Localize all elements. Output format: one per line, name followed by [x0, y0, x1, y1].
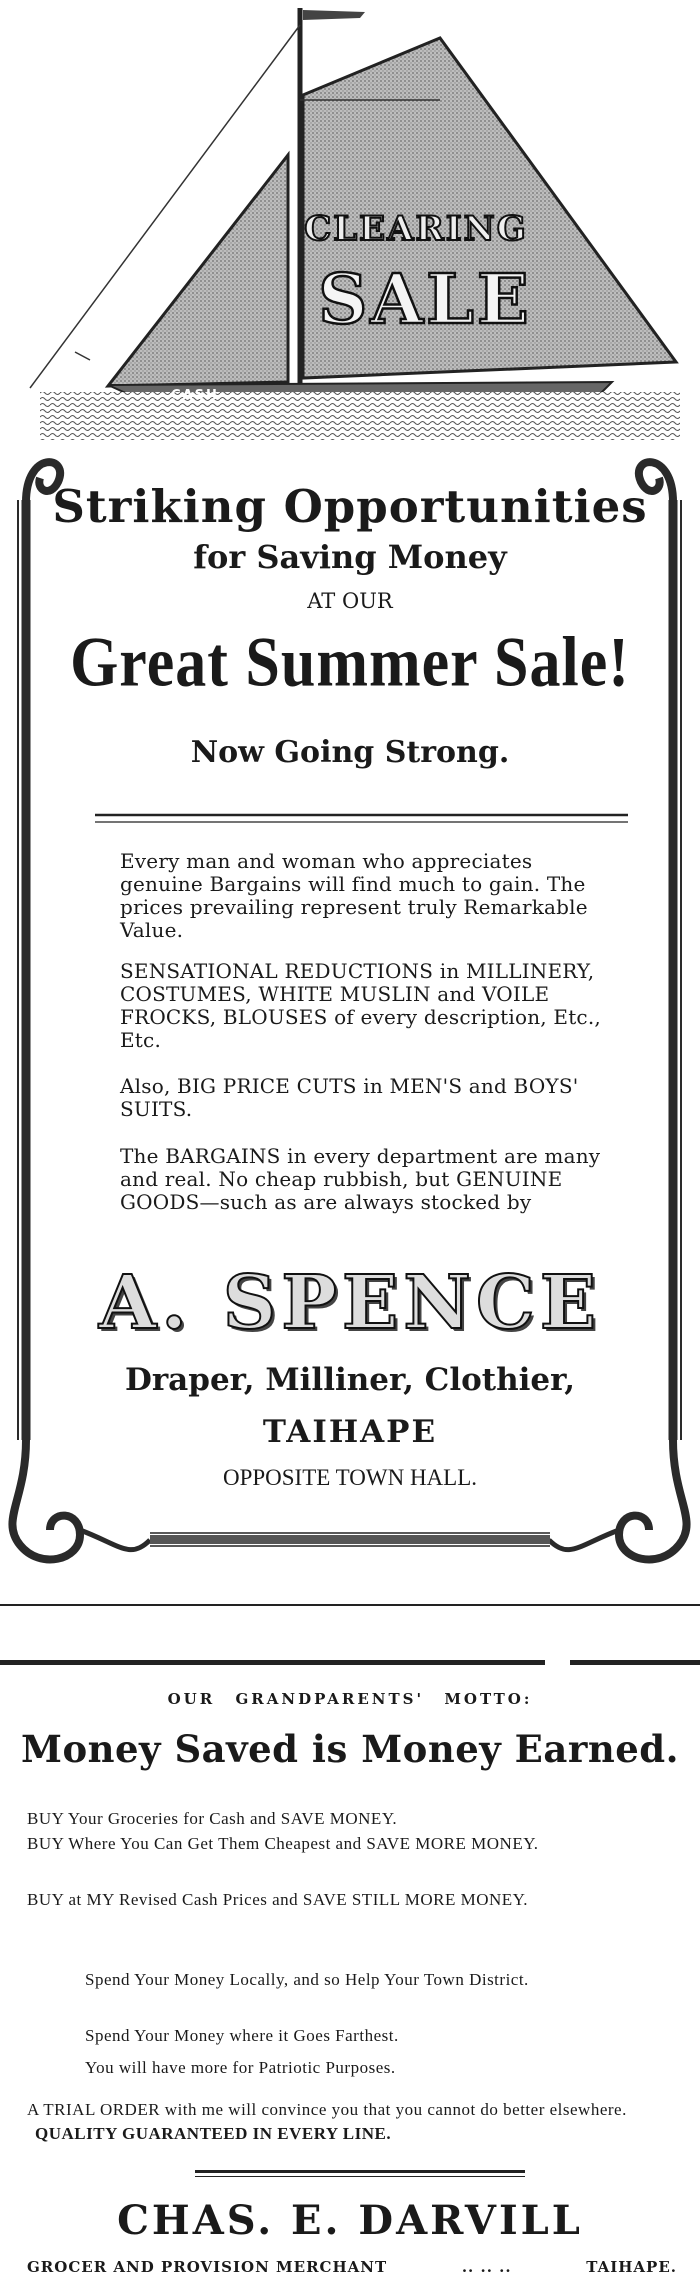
body-paragraph-1: Every man and woman who appreciates genuine Bargains will find much to gain. The prices prevailing represent truly Remarkable Value.	[120, 849, 588, 942]
motto-label: OUR GRANDPARENTS' MOTTO:	[167, 1690, 533, 1708]
spend-line-1: Spend Your Money Locally, and so Help Your Town District.	[85, 1970, 529, 1989]
headline-going-strong: Now Going Strong.	[190, 735, 510, 770]
trade-darvill: GROCER AND PROVISION MERCHANT	[27, 2258, 388, 2276]
merchant-darvill: CHAS. E. DARVILL	[117, 2197, 583, 2244]
rule-thick-right	[570, 1660, 700, 1665]
section-divider	[0, 1604, 700, 1606]
sail-text-sale: SALE	[318, 260, 532, 340]
quality-guarantee: QUALITY GUARANTEED IN EVERY LINE.	[35, 2124, 392, 2143]
body-paragraph-2: SENSATIONAL REDUCTIONS in MILLINERY, COSTUMES, WHITE MUSLIN and VOILE FROCKS, BLOUSES of every description, Etc., Etc.	[120, 959, 601, 1052]
location-town-hall: OPPOSITE TOWN HALL.	[222, 1465, 478, 1490]
merchant-spence: A. SPENCE	[98, 1260, 602, 1346]
buy-line-1: BUY Your Groceries for Cash and SAVE MONEY.	[27, 1809, 398, 1828]
rule-footer-2	[195, 2176, 525, 2177]
headline-striking: Striking Opportunities	[52, 480, 648, 533]
sailboat-illustration	[0, 0, 700, 440]
headline-summer-sale: Great Summer Sale!	[70, 623, 630, 702]
trade-spence: Draper, Milliner, Clothier,	[124, 1362, 576, 1398]
body-paragraph-3: Also, BIG PRICE CUTS in MEN'S and BOYS' SUITS.	[120, 1074, 579, 1121]
spend-line-2: Spend Your Money where it Goes Farthest.	[85, 2026, 399, 2045]
buy-line-2: BUY Where You Can Get Them Cheapest and SAVE MORE MONEY.	[27, 1834, 539, 1853]
headline-saving: for Saving Money	[193, 538, 507, 576]
leader-dots: .. .. ..	[461, 2258, 512, 2276]
headline-at-our: AT OUR	[307, 589, 393, 613]
trial-order-sentence: A TRIAL ORDER with me will convince you that you cannot do better elsewhere.	[27, 2100, 627, 2119]
spend-line-3: You will have more for Patriotic Purposes.	[85, 2058, 396, 2077]
body-paragraph-4: The BARGAINS in every department are many and real. No cheap rubbish, but GENUINE GOODS—such as are always stocked by	[120, 1144, 601, 1214]
sail-text-clearing: CLEARING	[304, 209, 528, 249]
town-darvill: TAIHAPE.	[586, 2258, 677, 2276]
jib-sail	[108, 155, 288, 386]
motto-headline: Money Saved is Money Earned.	[20, 1727, 680, 1771]
trial-order-text	[27, 2098, 677, 2146]
buy-line-3: BUY at MY Revised Cash Prices and SAVE STILL MORE MONEY.	[27, 1890, 528, 1909]
hull-text-cash: CASH	[171, 388, 219, 403]
town-taihape: TAIHAPE	[262, 1414, 438, 1450]
darvill-trade-line	[27, 2258, 677, 2276]
rule-thick-left	[0, 1660, 545, 1665]
rule-footer-1	[195, 2170, 525, 2173]
